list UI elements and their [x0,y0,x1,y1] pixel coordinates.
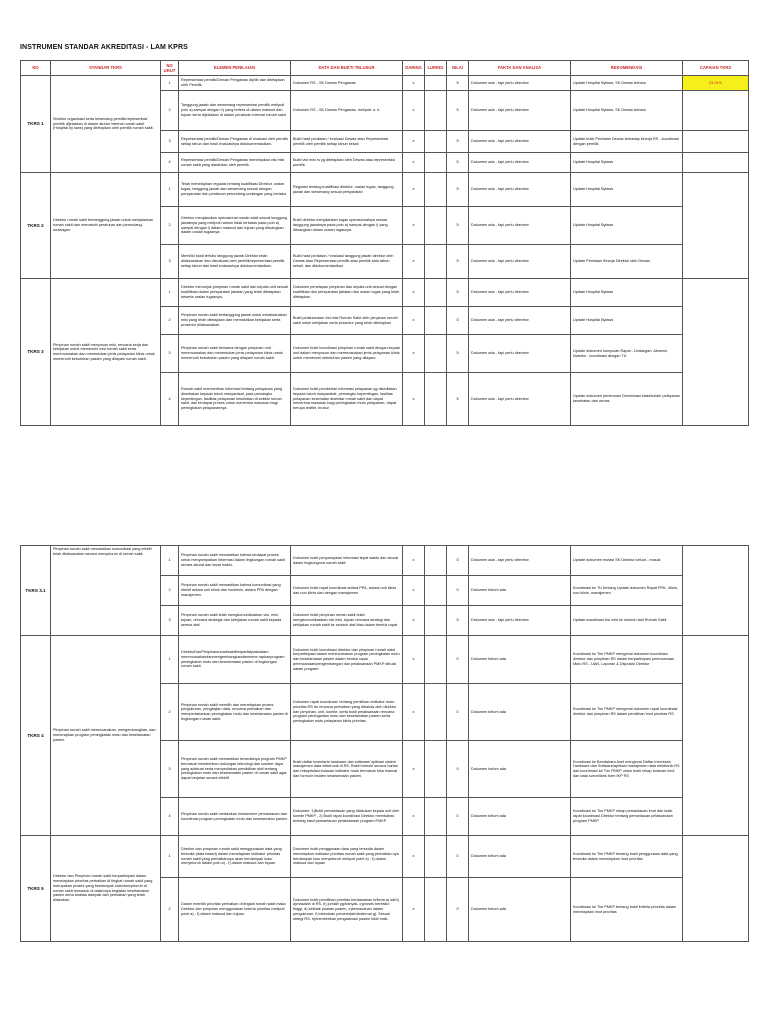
daring-mark: x [403,836,425,878]
element-text: Representasi pemilik/Dewan Pengawas dipilih dan ditetapkan oleh Pemilik. [179,76,291,91]
evidence-text: Dokumen penetapan pimpinan dan kepala unit sesuai dengan kualifikasi dan persyaratan jabatan dan uraian tugas yang telah ditetapkan [291,279,403,307]
luring-mark [425,307,447,335]
evidence-text: Bukti visi misi rs yg ditetapkan oleh Dewas atau representasi pemilik. [291,153,403,173]
recommendation-text: Update Hospital Bylaws [571,153,683,173]
page-title: INSTRUMEN STANDAR AKREDITASI - LAM KPRS [20,44,188,51]
row-number: 4 [161,798,179,836]
score: 5 [447,606,469,636]
daring-mark: x [403,245,425,279]
analysis-text: Dokumen ada - tapi perlu direview [469,173,571,207]
header-nilai: NILAI [447,61,469,76]
row-number: 1 [161,636,179,684]
score: 5 [447,131,469,153]
recommendation-text: Update Penilaian Kinerja Direktur oleh Dewas [571,245,683,279]
element-text: Direktur dan pimpinan rumah sakit menggunakan data yang tersedia (data based) dalam menetapkan indikator prioritas rumah sakit yang perbaikannya akan berdampak luas/ menyeluruh dalam poin a) - f) dalam maksud dan tujuan. [179,836,291,878]
header-capaian: CAPAIAN TKRS [683,61,749,76]
row-number: 2 [161,91,179,131]
element-text: Telah menetapkan regulasi tentang kualifikasi Direktur, uraian tugas, tanggung jawab dan wewenang sesuai dengan persyaratan dan peraturan perundang-undangan yang berlaku. [179,173,291,207]
daring-mark: x [403,546,425,576]
element-text: Dalam memilih prioritas perbaikan di tingkat rumah sakit maka Direktur dan pimpinan menggunakan kriteria prioritas meliputi point a) - f) dalam maksud dan tujuan. [179,878,291,942]
daring-mark: x [403,373,425,426]
evidence-text: Dokumen bukti koordinasi direktur dan pimpinan rumah sakit berpartisipasi dalam merencanakan program peningkatan mutu dan keselamatan pasien dalam bentuk rapat perencanaan/pengembangan dan pelaksanaan PMKP dibuat dalam program [291,636,403,684]
luring-mark [425,76,447,91]
evidence-text: Bukti direktur menjalankan tugas operasionalnya sesuai tanggung jawabnya pada poin a) sampai dengan i) yang dituangkan dalam uraian tugasnya. [291,207,403,245]
header-rekomendasi: REKOMENDASI [571,61,683,76]
evidence-text: Dokumen RS - SK Dewan Pengawas, meliputi: a. b. [291,91,403,131]
analysis-text: Dokumen ada - tapi perlu direview [469,279,571,307]
luring-mark [425,91,447,131]
row-number: 3 [161,606,179,636]
row-number: 3 [161,131,179,153]
achievement-empty [683,836,749,942]
score: 5 [447,91,469,131]
luring-mark [425,878,447,942]
analysis-text: Dokumen belum ada [469,684,571,741]
score: 5 [447,546,469,576]
luring-mark [425,335,447,373]
recommendation-text: Update sosialisasi visi misi ke seluruh staf Rumah Sakit [571,606,683,636]
row-number: 4 [161,373,179,426]
standard-code: TKRS 4 [21,636,51,836]
standard-text: Direktur rumah sakit bertanggung jawab untuk menjalankan rumah sakit dan mematuhi peraturan dan perundang-undangan. [51,173,161,279]
recommendation-text: Update bukti Penilaian Dewas terhadap kinerja RS - koordinasi dengan pemilik [571,131,683,153]
row-number: 1 [161,279,179,307]
achievement-empty [683,279,749,426]
row-number: 1 [161,173,179,207]
recommendation-text: Koordinasi ke Tim PMKP mengenai dokumen koordinasi direktur dan pimpinan RS dalam berpartisipasi perencanaan Mutu RS - UAN, Laporan & Disposisi Direktur [571,636,683,684]
score: 5 [447,153,469,173]
daring-mark: x [403,153,425,173]
evidence-text: Bukti pelaksanaan visi misi Rumah Sakit oleh pimpinan rumah sakit untuk kebijakan serta prosedur yang telah ditetapkan [291,307,403,335]
standard-text: Pimpinan rumah sakit memastikan komunikasi yang efektif telah dilaksanakan secara menyeluruh di rumah sakit. [51,546,161,636]
row-number: 1 [161,546,179,576]
element-text: Direktur menjalankan operasional rumah sakit sesuai tanggung jawabnya yang meliputi namun tidak terbatas pada poin a) sampai dengan i) dalam maksud dan tujuan yang dituangkan dalam uraian tugasnya. [179,207,291,245]
element-text: Pimpinan rumah sakit memastikan bahwa komunikasi yang efektif antara unit klinis dan nonklinis, antara PPA dengan manajemen. [179,576,291,606]
luring-mark [425,131,447,153]
luring-mark [425,245,447,279]
accreditation-table-page-2 [20,545,749,942]
daring-mark: x [403,606,425,636]
score: 5 [447,307,469,335]
score: 0 [447,636,469,684]
luring-mark [425,173,447,207]
daring-mark: x [403,173,425,207]
recommendation-text: Koordinasi ke Tim PMKP tentang bukti penggunaan data yang tersedia dalam menetapkan imut prioritas [571,836,683,878]
luring-mark [425,606,447,636]
achievement-empty [683,153,749,173]
achievement-empty [683,173,749,279]
standard-text: Pimpinan rumah sakit merencanakan, mengembangkan, dan menerapkan program peningkatan mutu dan keselamatan pasien. [51,636,161,836]
analysis-text: Dokumen ada - tapi perlu direview [469,131,571,153]
element-text: Pimpinan rumah sakit melakukan mekanisme pemantauan dan koordinasi program peningkatan mutu dan keselamatan pasien. [179,798,291,836]
recommendation-text: Koordinasi ke TU tentang Update dokumen Rapat PPA - klinis, non klinis, manajemen [571,576,683,606]
element-text: Pimpinan rumah sakit bersama dengan pimpinan unit merencanakan dan menentukan jenis pelayanan klinis untuk memenuhi kebutuhan pasien yang dilayani rumah sakit. [179,335,291,373]
header-standar: STANDAR TKRS [51,61,161,76]
standard-code: TKRS 1 [21,76,51,173]
row-number: 2 [161,307,179,335]
row-number: 4 [161,153,179,173]
table-row [21,546,749,576]
analysis-text: Dokumen ada - tapi perlu direview [469,373,571,426]
analysis-text: Dokumen ada - tapi perlu direview [469,76,571,91]
element-text: Rumah sakit memberikan informasi tentang pelayanan yang disediakan kepada tokoh masyarakat, para pemangku kepentingan, fasilitas pelayanan kesehatan di sekitar rumah sakit, dan terdapat proses untuk menerima masukan bagi peningkatan pelayanannya. [179,373,291,426]
score: 5 [447,76,469,91]
table-header-row [21,61,749,76]
recommendation-text: Update dokumen mutasi SK Direktur keluar - masuk [571,546,683,576]
recommendation-text: Koordinasi ke Bendahara Aset mengenai Daftar Inventaris Hardware dan Software/aplikasi manajemen data elektronik RS dan koordinasi ke Tim PMKP untuk bukti rekap bulanan imut dan data surveillans form IKP RS [571,741,683,798]
daring-mark: x [403,684,425,741]
analysis-text: Dokumen belum ada [469,798,571,836]
header-luring: LURING [425,61,447,76]
header-data: DATA DAN BUKTI TELUSUR [291,61,403,76]
header-fakta: FAKTA DAN ANALISA [469,61,571,76]
element-text: Pimpinan rumah sakit memilih dan menetapkan proses pengukuran, pengkajian data, rencana perbaikan dan mempertahankan peningkatan mutu dan keselamatan pasien di lingkungan rumah sakit. [179,684,291,741]
score: 0 [447,684,469,741]
luring-mark [425,684,447,741]
evidence-text: Dokumen bukti koordinasi pimpinan rumah sakit dengan kepala unit dalam menyusun dan merencanakan jenis pelayanan klinis untuk memenuhi kebutuhan pasien yang dilayani. [291,335,403,373]
evidence-text: Regulasi tentang kualifikasi direktur, uraian tugas, tanggung jawab dan wewenang sesuai persyaratan [291,173,403,207]
table-row [21,279,749,307]
analysis-text: Dokumen ada - tapi perlu direview [469,153,571,173]
analysis-text: Dokumen ada - tapi perlu direview [469,207,571,245]
luring-mark [425,279,447,307]
luring-mark [425,373,447,426]
row-number: 3 [161,335,179,373]
recommendation-text: Update Hospital Bylaws, SK Dewas terbaru [571,76,683,91]
luring-mark [425,207,447,245]
score: 5 [447,207,469,245]
daring-mark: x [403,576,425,606]
analysis-text: Dokumen ada - tapi perlu direview [469,91,571,131]
daring-mark: x [403,91,425,131]
luring-mark [425,798,447,836]
standard-code: TKRS 2 [21,173,51,279]
evidence-text: Dokumen bukti pemilihan prioritas berdasarkan kriteria a) sdrh) a)masalah di RS, b) jumlah pg/banyak, c)proses beresiko tinggi, d) ketidak puasan pasien, e)kemauanan dalam pengukuran, f) ketentuan pemerintah/eksternal g). Sesuai strtegi RS, h)memberikan pengalaman pasien lebih baik. [291,878,403,942]
element-text: Representasi pemilik/Dewan Pengawas di evaluasi oleh pemilik setiap tahun dan hasil evaluasinya didokumentasikan. [179,131,291,153]
header-no: NO [21,61,51,76]
evidence-text: Dokumen bukti rapat koordinasi antara PPA, antara unit klinis dan non klinis dan dengan manajemen [291,576,403,606]
analysis-text: Dokumen belum ada [469,836,571,878]
analysis-text: Dokumen belum ada [469,878,571,942]
score: 0 [447,576,469,606]
analysis-text: Dokumen belum ada [469,741,571,798]
recommendation-text: Koordinasi ke Tim PMKP tentang bukti kriteria prioritas dalam menetapkan imut prioritas [571,878,683,942]
recommendation-text: Update Hospital Bylaws [571,173,683,207]
standard-code: TKRS 3 [21,279,51,426]
row-number: 1 [161,836,179,878]
luring-mark [425,741,447,798]
element-text: Representasi pemilik/Dewan Pengawas menetapkan visi misi rumah sakit yang diarahkan oleh pemilik. [179,153,291,173]
analysis-text: Dokumen ada - tapi perlu direview [469,245,571,279]
analysis-text: Dokumen belum ada [469,576,571,606]
element-text: Pimpinan rumah sakit bertanggung jawab untuk melaksanakan misi yang telah ditetapkan dan memastikan kebijakan serta prosedur dilaksanakan. [179,307,291,335]
score: 0 [447,836,469,878]
row-number: 3 [161,741,179,798]
evidence-text: Bukti daftar inventaris hardware dan software/ aplikasi sistem manajemen data elektronik di RS, Bukti formulir sensus harian dan rekapitulasi bulanan indikator mutu termasuk bisa manual dan formulir insiden keselamatan pasien. [291,741,403,798]
score: 5 [447,173,469,207]
table-row [21,636,749,684]
analysis-text: Dokumen ada - tapi perlu direview [469,335,571,373]
evidence-text: Bukti hasil penilaian / evaluasi tanggung jawab direktur oleh Dewas atau Representasi pemilik atau pemilik satu tahun sekali, dan didokumentasikan [291,245,403,279]
standard-text: Direktur dan Pimpinan rumah sakit berpartisipasi dalam menetapkan prioritas perbaikan di tingkat rumah sakit yang merupakan proses yang berdampak luas/menyeluruh di rumah sakit termasuk di dalamnya kegiatan keselamatan pasien serta analisa dampak dari perbaikan yang telah dilakukan. [51,836,161,942]
table-row [21,76,749,91]
daring-mark: x [403,131,425,153]
table-row [21,173,749,207]
standard-code: TKRS 5 [21,836,51,942]
recommendation-text: Koordinasi ke Tim PMKP rekap pemantauan imut dan bukti rapat koordinasi Direktur tentang pemantauan pelaksanaan program PMKP [571,798,683,836]
daring-mark: x [403,279,425,307]
row-number: 2 [161,576,179,606]
achievement-empty [683,546,749,636]
recommendation-text: Update dokumen pertemuan Desiminasi stakeholder pelayanan kesehatan dan ormas [571,373,683,426]
header-elemen: ELEMEN PENILAIAN [179,61,291,76]
score: 0 [447,798,469,836]
row-number: 1 [161,76,179,91]
row-number: 2 [161,684,179,741]
achievement-empty [683,91,749,131]
standard-text: Pimpinan rumah sakit menyusun misi, rencana kerja dan kebijakan untuk memenuhi misi rumah sakit serta merencanakan dan menentukan jenis pelayanan klinis untuk memenuhi kebutuhan pasien yang dilayani rumah sakit. [51,279,161,426]
achievement-empty [683,131,749,153]
daring-mark: x [403,307,425,335]
element-text: Direktur menunjuk pimpinan rumah sakit dan kepala unit sesuai kualifikasi dalam persyaratan jabatan yang telah ditetapkan beserta uraian tugasnya. [179,279,291,307]
analysis-text: Dokumen ada - tapi perlu direview [469,606,571,636]
accreditation-table-page-1 [20,60,749,426]
row-number: 2 [161,878,179,942]
row-number: 2 [161,207,179,245]
daring-mark: x [403,636,425,684]
luring-mark [425,636,447,684]
daring-mark: x [403,335,425,373]
evidence-text: Dokumen bukti pemberian informasi pelayanan yg disediakan kepada tokoh masyarakat, pemangku kepentingan, fasilitas pelayanan kesehatan disekitar rumah sakit dan dapat menerima masukan bagi peningkatan mutu pelayanan, dapat berupa leaflet, brosur [291,373,403,426]
element-text: DirekturDanPimpinanrumahsakitberpartisipasidalam merencanakandanmengembangkandanmene rapkanprogram peningkatan mutu dan keselamatan pasien di lingkungan rumah sakit. [179,636,291,684]
achievement-value: 23,24% [683,76,749,91]
standard-code: TKRS 3.1 [21,546,51,636]
element-text: Memiliki bukti tertulis tanggung jawab Direktur telah dilaksanakan dan dievaluasi oleh pemilik/representasi pemilik setiap tahun dan hasil evaluasinya didokumentasikan. [179,245,291,279]
score: 5 [447,335,469,373]
header-no-urut: NO URUT [161,61,179,76]
evidence-text: Bukti hasil penilaian / evaluasi Dewas atau Representasi pemilik oleh pemilik setiap tahun sekali [291,131,403,153]
header-daring: DARING [403,61,425,76]
element-text: Pimpinan rumah sakit telah mengkomunikasikan visi, misi, tujuan, rencana strategis dan kebijakan rumah sakit kepada semua staf. [179,606,291,636]
recommendation-text: Update dokumen kumpulan Rapat - Undangan, Absensi, Notulen - koordinasi dengan TU [571,335,683,373]
evidence-text: Dokumen rapat koordinasi: tentang pemilihan indikator mutu prioritas RS dn rencana perbaikan yang dibahas oleh direktur dan pimpinan, unit, komite, serta bukti pelaksanaan rencana program peningkatan mutu dan keselamatan pasien serta peningkatan mutu pelayanan klinis prioritas [291,684,403,741]
element-text: Pimpinan rumah sakit memastikan tersedianya program PMKP termasuk memberikan dukungan teknologi dan sumber daya yang adekuat serta menyediakan pendidikan staf tentang peningkatan mutu dan keselamatan pasien di rumah sakit agar dapat berjalan secara efektif. [179,741,291,798]
evidence-text: Dokumen: 1)Bukti pemantauan yang dilakukan kepala unit oleh komite PMKP , 2) Bukti rapat koordinasi Direktur membahas tentang hasil pemantauan pelaksanaan program PMKP [291,798,403,836]
analysis-text: Dokumen ada - tapi perlu direview [469,546,571,576]
luring-mark [425,836,447,878]
daring-mark: x [403,207,425,245]
daring-mark: x [403,76,425,91]
score: 5 [447,279,469,307]
recommendation-text: Update Hospital Bylaws [571,207,683,245]
row-number: 3 [161,245,179,279]
element-text: Pimpinan rumah sakit memastikan bahwa terdapat proses untuk menyampaikan informasi dalam lingkungan rumah sakit secara akurat dan tepat waktu. [179,546,291,576]
recommendation-text: Update Hospital Bylaws [571,307,683,335]
recommendation-text: Koordinasi ke Tim PMKP mengenai dokumen rapat koordinasi direktur dan pimpinan RS dalam pemilihan imut prioritas RS [571,684,683,741]
luring-mark [425,576,447,606]
recommendation-text: Update Hospital Bylaws [571,279,683,307]
evidence-text: Dokumen bukti pimpinan rumah sakit telah mengkomunikasikan visi misi, tujuan rencana strategi dan kebijakan rumah sakit ke seluruh staf bisa dalam bentuk rapat [291,606,403,636]
analysis-text: Dokumen belum ada [469,636,571,684]
evidence-text: Dokumen RS - SK Dewan Pengawas [291,76,403,91]
achievement-empty [683,636,749,836]
score: 5 [447,245,469,279]
evidence-text: Dokumen bukti penyampaian informasi tepat waktu dan akurat dalam lingkungana rumah sakit [291,546,403,576]
analysis-text: Dokumen ada - tapi perlu direview [469,307,571,335]
score: 5 [447,373,469,426]
evidence-text: Dokumen bukti penggunaan data yang tersedia dalam menetapkan indikator prioritas rumah sakit yang perbaikan nya berdampak luas menyeluruh meliputi point a) - f) dalam maksud dan tujuan [291,836,403,878]
daring-mark: x [403,741,425,798]
table-row [21,836,749,878]
luring-mark [425,546,447,576]
daring-mark: x [403,878,425,942]
daring-mark: x [403,798,425,836]
standard-text: Struktur organisasi serta kewenang pemilik/representasi pemilik dijelaskan di dalam aturan internal rumah sakit (Hospital by laws) yang ditetapkan oleh pemilik rumah sakit. [51,76,161,173]
element-text: Tanggung jawab dan wewenang representasi pemilik meliputi poin a) sampai dengan h) yang tertera di dalam maksud dan tujuan serta dijelaskan di dalam peraturan internal rumah sakit. [179,91,291,131]
recommendation-text: Update Hospital Bylaws, SK Dewas terbaru [571,91,683,131]
luring-mark [425,153,447,173]
score: 0 [447,741,469,798]
score: 0 [447,878,469,942]
